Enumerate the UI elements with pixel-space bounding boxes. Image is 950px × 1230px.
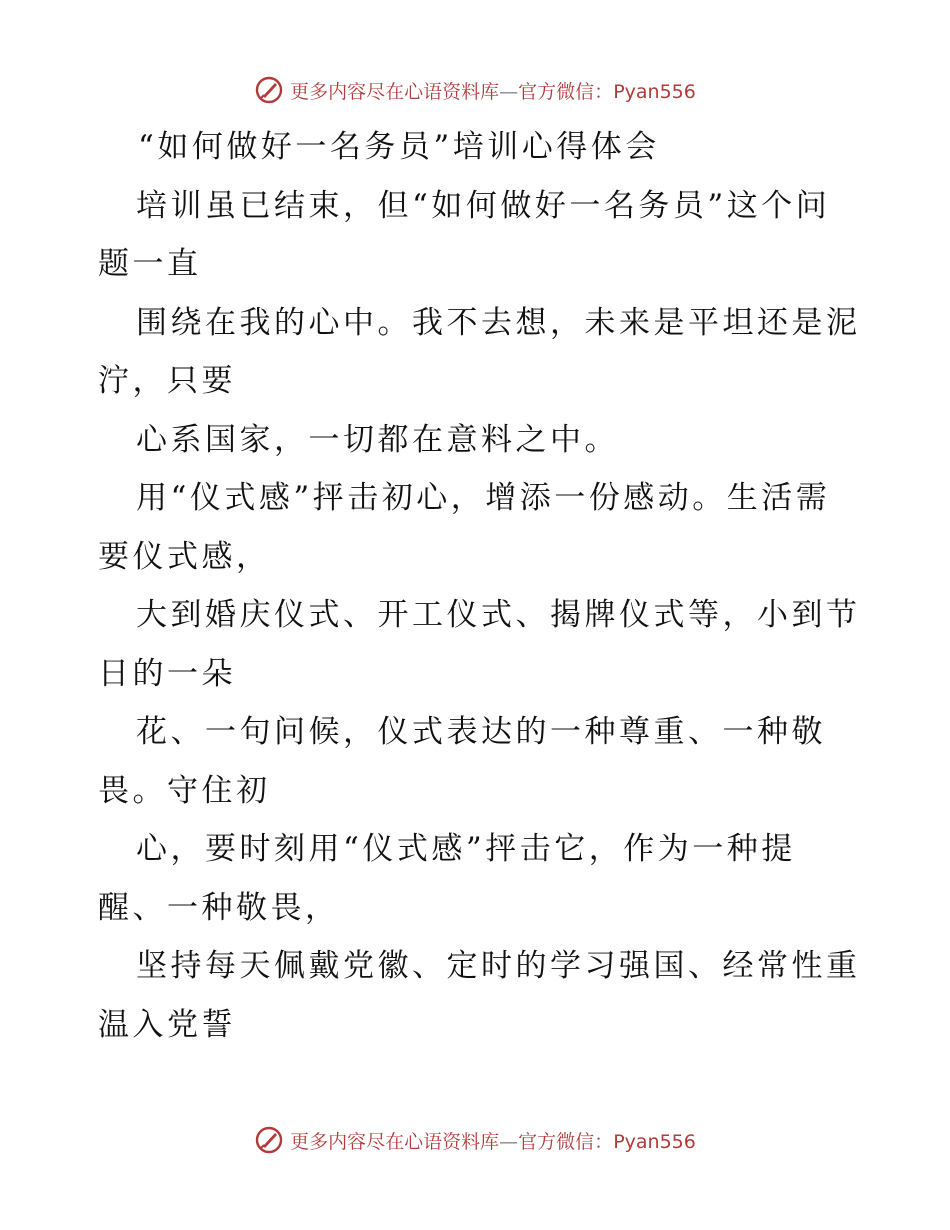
paragraph-line: 醒、一种敬畏， xyxy=(98,889,340,926)
banner-wechat-id: Pyan556 xyxy=(613,80,696,103)
document-body xyxy=(98,118,861,1054)
paragraph-line: 泞，只要 xyxy=(98,363,236,399)
quill-seal-icon xyxy=(254,75,284,105)
paragraph-line: 花、一句问候，仪式表达的一种尊重、一种敬 xyxy=(136,714,826,750)
paragraph-line: 心，要时刻用“仪式感”抨击它，作为一种提 xyxy=(136,831,796,867)
document-title: “如何做好一名务员”培训心得体会 xyxy=(138,129,660,165)
quill-seal-icon xyxy=(254,1125,284,1155)
paragraph-line: 日的一朵 xyxy=(98,655,236,692)
paragraph-line: 温入党誓 xyxy=(98,1006,236,1043)
paragraph-line: 大到婚庆仪式、开工仪式、揭牌仪式等，小到节 xyxy=(136,597,861,633)
header-banner xyxy=(0,70,950,110)
banner-separator: — xyxy=(499,1130,519,1153)
banner-separator: — xyxy=(499,80,519,103)
banner-text xyxy=(290,1127,696,1154)
paragraph-line: 心系国家，一切都在意料之中。 xyxy=(136,421,619,458)
banner-text xyxy=(290,77,696,104)
banner-wechat-id: Pyan556 xyxy=(613,1130,696,1153)
banner-wechat-label: 官方微信： xyxy=(518,80,614,103)
paragraph-line: 培训虽已结束，但“如何做好一名务员”这个问 xyxy=(136,187,831,224)
paragraph-line: 围绕在我的心中。我不去想，未来是平坦还是泥 xyxy=(136,304,861,341)
paragraph-line: 要仪式感， xyxy=(98,538,271,575)
banner-wechat-label: 官方微信： xyxy=(518,1130,614,1153)
paragraph-line: 用“仪式感”抨击初心，增添一份感动。生活需 xyxy=(136,480,831,516)
paragraph-line: 坚持每天佩戴党徽、定时的学习强国、经常性重 xyxy=(136,948,861,984)
banner-brand: 更多内容尽在心语资料库 xyxy=(290,1130,500,1153)
paragraph-line: 题一直 xyxy=(98,246,202,282)
banner-brand: 更多内容尽在心语资料库 xyxy=(290,80,500,103)
footer-banner xyxy=(0,1120,950,1160)
paragraph-line: 畏。守住初 xyxy=(98,772,271,809)
